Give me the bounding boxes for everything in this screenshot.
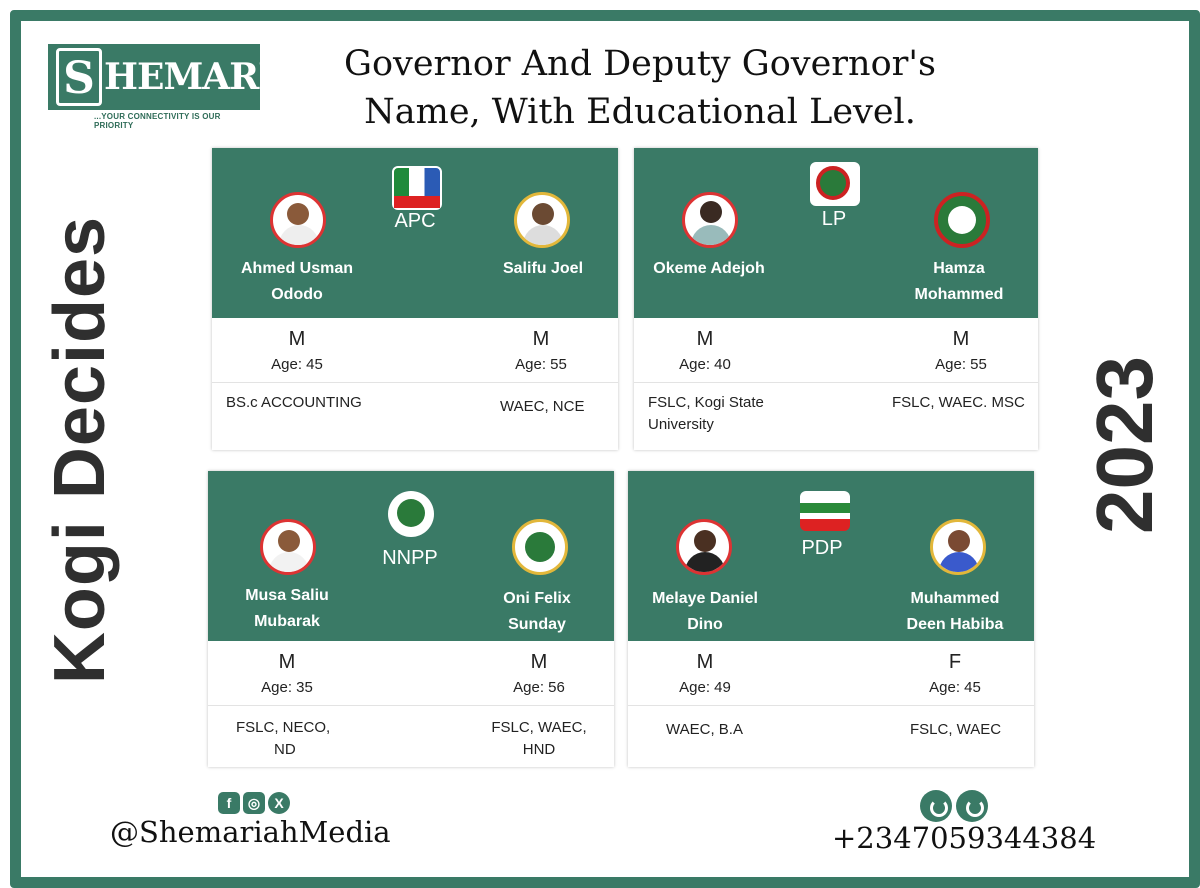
deputy-education xyxy=(500,396,584,418)
side-title xyxy=(36,165,124,735)
info-row xyxy=(208,641,614,706)
governor-sex: M xyxy=(696,651,714,673)
governor-age: Age: 35 xyxy=(261,679,313,696)
headline xyxy=(270,40,1010,136)
deputy-edu-line1: FSLC, WAEC xyxy=(910,721,1002,738)
deputy-age: Age: 55 xyxy=(935,356,987,373)
info-row xyxy=(634,318,1038,383)
headline-line2: Name, With Educational Level. xyxy=(364,92,916,132)
deputy-name-line1: Hamza xyxy=(933,260,985,277)
governor-photo xyxy=(682,192,738,248)
facebook-icon[interactable]: f xyxy=(218,792,240,814)
governor-age: Age: 40 xyxy=(679,356,731,373)
card-header xyxy=(208,471,614,641)
governor-edu-line1: FSLC, NECO, xyxy=(236,719,331,736)
party-name: NNPP xyxy=(382,547,438,569)
card-header xyxy=(628,471,1034,641)
deputy-edu-line1: FSLC, WAEC, xyxy=(491,719,587,736)
card-header xyxy=(212,148,618,318)
governor-name xyxy=(620,586,790,638)
info-row xyxy=(628,641,1034,706)
deputy-edu-line1: WAEC, NCE xyxy=(500,398,585,415)
instagram-icon[interactable]: ◎ xyxy=(243,792,265,814)
governor-education xyxy=(648,392,764,436)
governor-sex: M xyxy=(696,328,714,350)
deputy-party-emblem-icon xyxy=(512,519,568,575)
pdp-logo-icon xyxy=(800,491,850,531)
governor-name-line2: Mubarak xyxy=(254,613,320,630)
party-name: APC xyxy=(394,210,436,232)
governor-sex: M xyxy=(288,328,306,350)
governor-education xyxy=(236,717,366,761)
deputy-name xyxy=(874,256,1044,308)
governor-age: Age: 49 xyxy=(679,679,731,696)
governor-name-line1: Okeme Adejoh xyxy=(653,260,765,277)
deputy-sex: M xyxy=(952,328,970,350)
party-name: LP xyxy=(821,208,847,230)
candidate-card-apc xyxy=(212,148,618,450)
phone-number: +2347059344384 xyxy=(832,821,1097,855)
deputy-sex: F xyxy=(948,651,962,673)
deputy-name-line1: Muhammed xyxy=(910,590,1000,607)
year-label xyxy=(1080,330,1170,560)
candidate-card-pdp xyxy=(628,471,1034,767)
governor-photo xyxy=(260,519,316,575)
year-text: 2023 xyxy=(1080,356,1169,534)
governor-education xyxy=(666,719,743,741)
deputy-lp-emblem-icon xyxy=(934,192,990,248)
candidate-card-lp xyxy=(634,148,1038,450)
deputy-sex: M xyxy=(532,328,550,350)
governor-edu-line2: ND xyxy=(274,741,296,758)
governor-education xyxy=(226,392,362,414)
governor-photo xyxy=(676,519,732,575)
whatsapp-icon[interactable] xyxy=(920,790,952,822)
social-icons xyxy=(218,792,293,814)
deputy-photo xyxy=(514,192,570,248)
deputy-age: Age: 56 xyxy=(513,679,565,696)
deputy-name xyxy=(870,586,1040,638)
governor-name-line1: Ahmed Usman xyxy=(240,260,354,277)
party-name: PDP xyxy=(801,537,843,559)
governor-name-line2: Dino xyxy=(687,616,723,633)
deputy-age: Age: 55 xyxy=(515,356,567,373)
governor-edu-line2: University xyxy=(648,416,714,433)
logo-box xyxy=(48,44,334,110)
logo-letter: S xyxy=(56,48,102,106)
governor-name xyxy=(624,256,794,282)
candidate-card-nnpp xyxy=(208,471,614,767)
info-row xyxy=(212,318,618,383)
governor-name-line1: Musa Saliu xyxy=(245,587,329,604)
governor-photo xyxy=(270,192,326,248)
governor-name-line2: Ododo xyxy=(271,286,323,303)
logo-name: HEMARIAH xyxy=(104,56,334,98)
governor-edu-line1: WAEC, B.A xyxy=(666,721,743,738)
headline-line1: Governor And Deputy Governor's xyxy=(344,44,936,84)
deputy-edu-line2: HND xyxy=(522,741,556,758)
apc-logo-icon xyxy=(392,166,442,210)
deputy-edu-line1: FSLC, WAEC. MSC xyxy=(892,394,1025,411)
governor-sex: M xyxy=(278,651,296,673)
phone-icon[interactable] xyxy=(956,790,988,822)
nnpp-logo-icon xyxy=(388,491,434,537)
deputy-name-line2: Sunday xyxy=(508,616,566,633)
logo-tagline: ...YOUR CONNECTIVITY IS OUR PRIORITY xyxy=(94,112,221,130)
deputy-sex: M xyxy=(530,651,548,673)
governor-name xyxy=(202,583,372,635)
deputy-name xyxy=(458,256,628,282)
social-handle: @ShemariahMedia xyxy=(110,815,391,849)
card-header xyxy=(634,148,1038,318)
governor-edu-line1: FSLC, Kogi State xyxy=(648,394,764,411)
deputy-age: Age: 45 xyxy=(929,679,981,696)
deputy-name-line2: Mohammed xyxy=(914,286,1004,303)
lp-logo-icon xyxy=(810,162,860,206)
governor-name-line1: Melaye Daniel xyxy=(652,590,758,607)
governor-edu-line1: BS.c ACCOUNTING xyxy=(226,394,362,411)
shemariah-logo xyxy=(48,44,334,130)
x-icon[interactable]: X xyxy=(268,792,290,814)
deputy-photo xyxy=(930,519,986,575)
side-title-text: Kogi Decides xyxy=(40,215,120,685)
deputy-education xyxy=(474,717,604,761)
deputy-name-line2: Deen Habiba xyxy=(906,616,1004,633)
governor-name xyxy=(212,256,382,308)
governor-age: Age: 45 xyxy=(271,356,323,373)
deputy-name-line1: Oni Felix xyxy=(503,590,571,607)
deputy-education xyxy=(892,392,1025,414)
deputy-education xyxy=(910,719,1001,741)
deputy-name xyxy=(452,586,622,638)
deputy-name-line1: Salifu Joel xyxy=(502,260,584,277)
